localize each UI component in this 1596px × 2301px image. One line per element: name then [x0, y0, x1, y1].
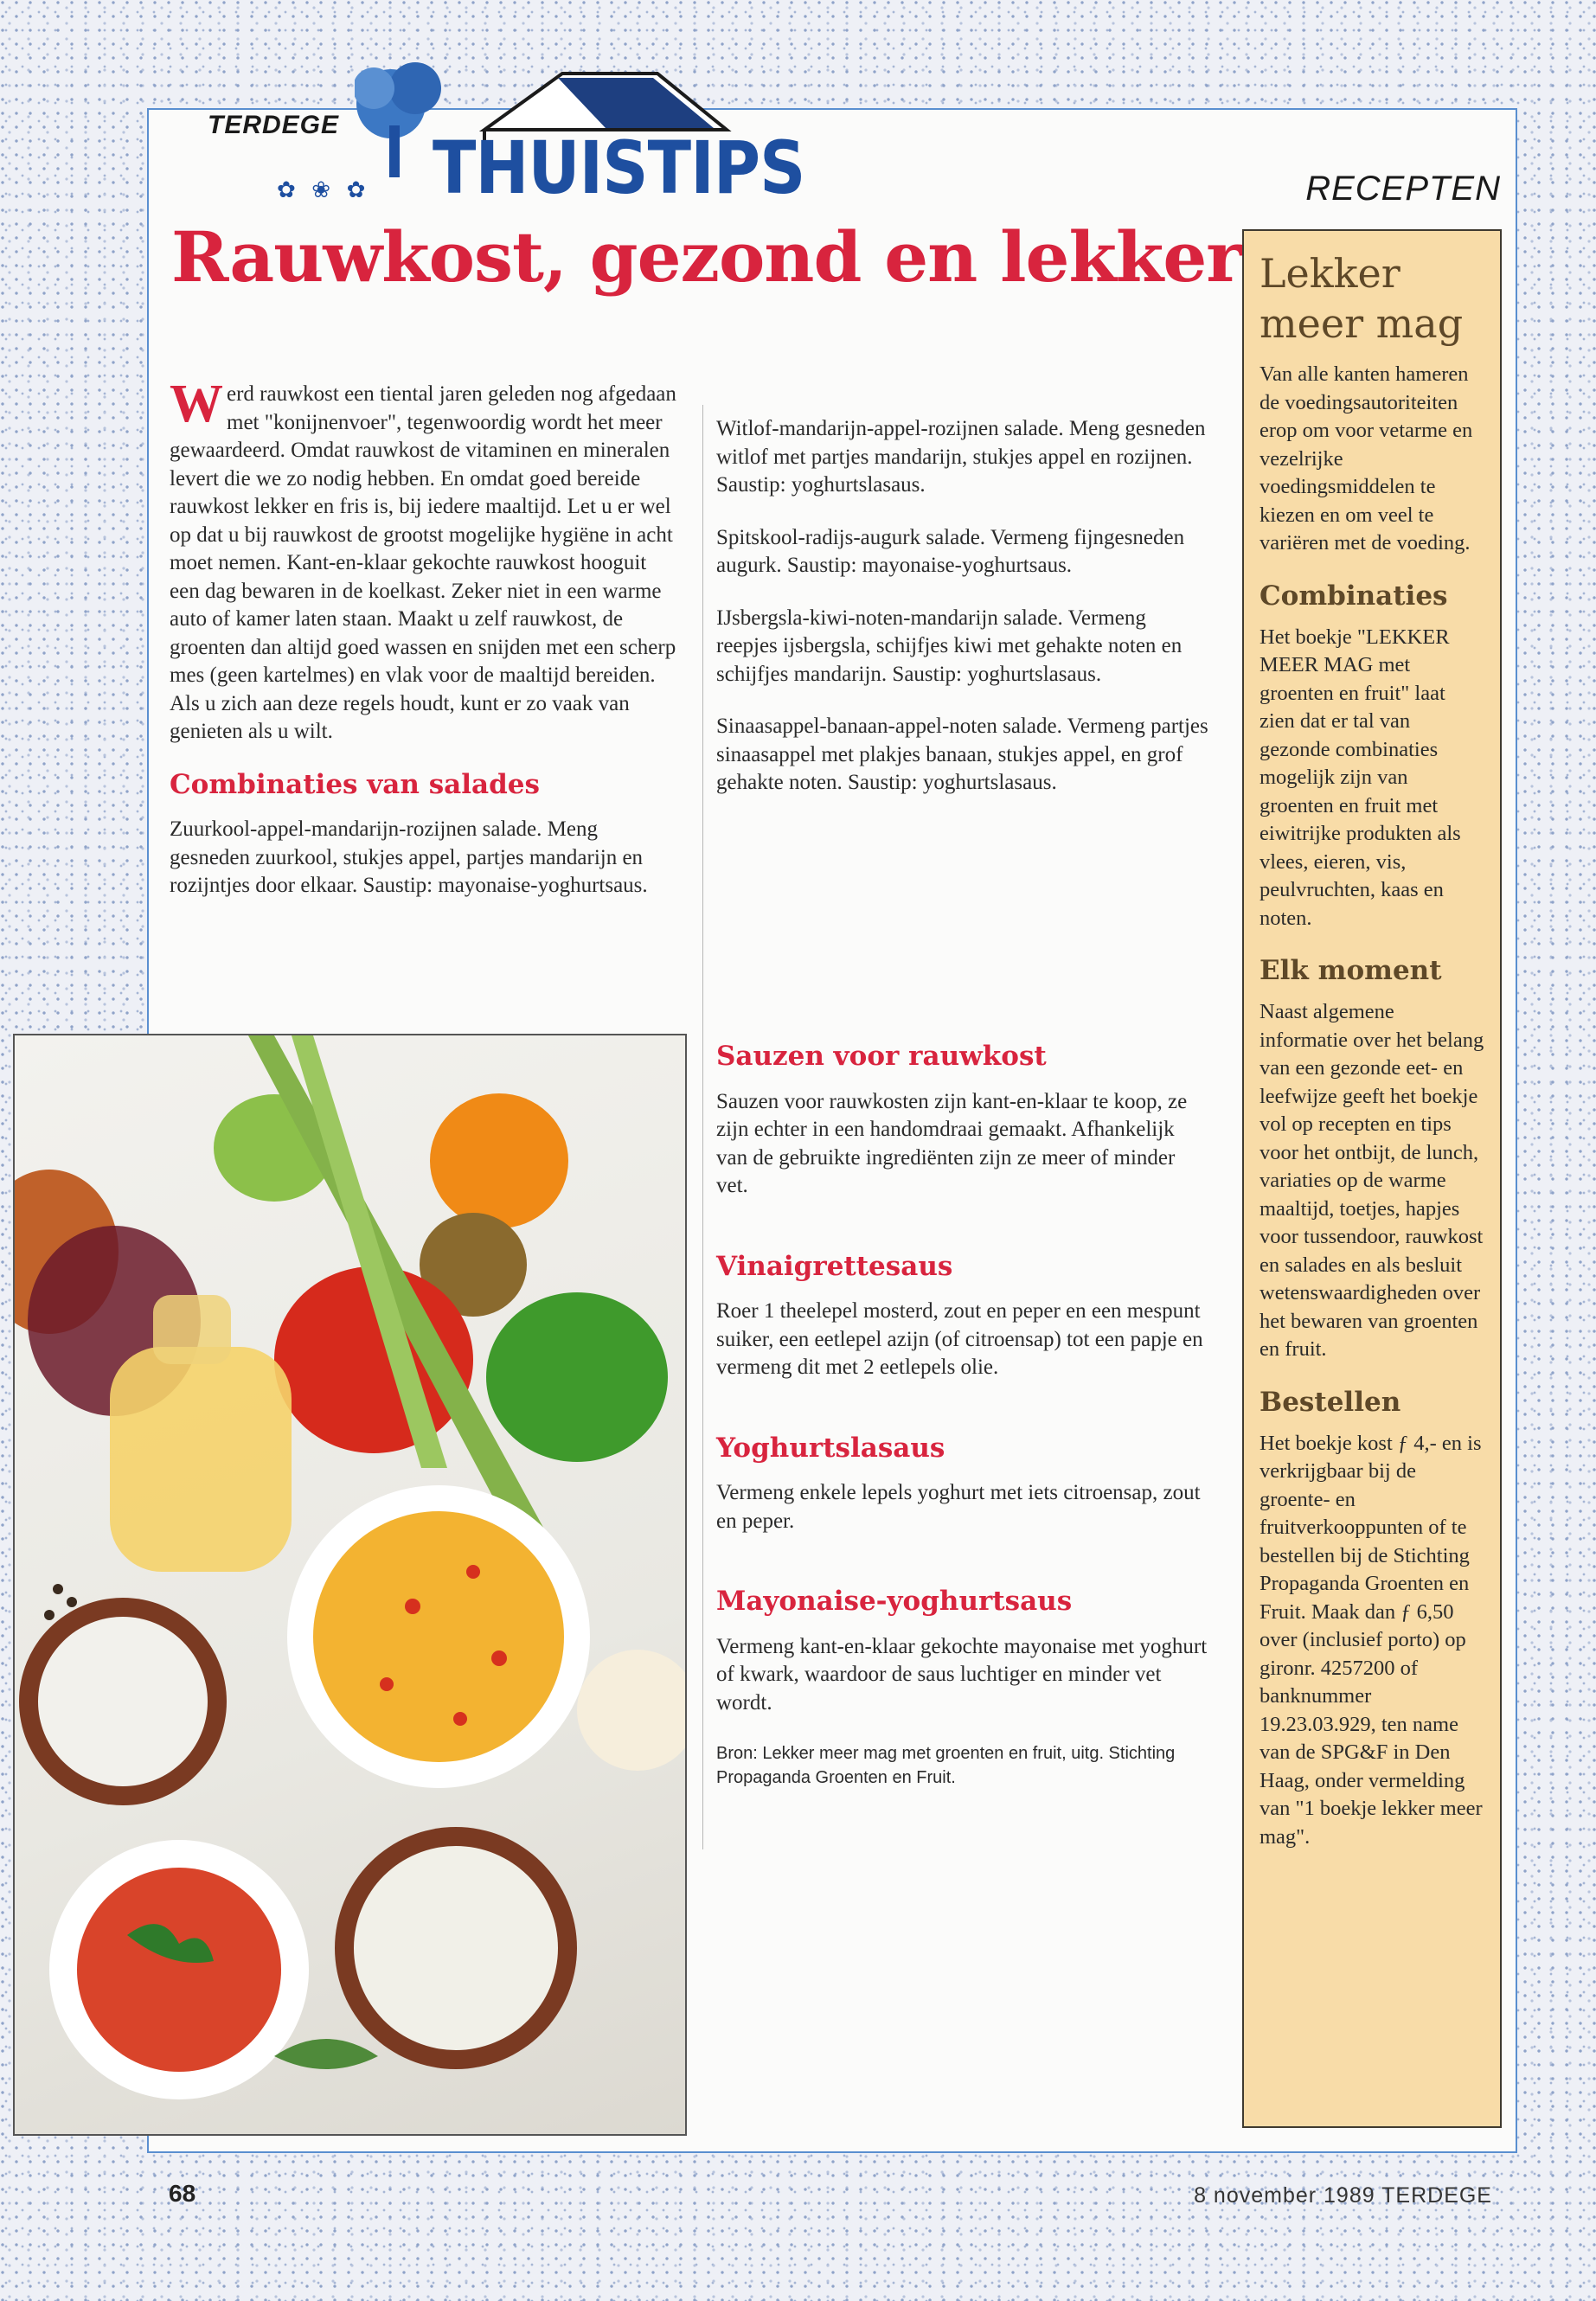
mayo-text: Vermeng kant-en-klaar gekochte mayonaise met yoghurt of kwark, waardoor de saus luchtiger en minder vet wordt.: [716, 1634, 1208, 1715]
flower-ornament-icon: ✿ ❀ ✿: [277, 177, 371, 202]
sidebar-title: [1259, 248, 1484, 349]
vinaigrette-heading: Vinaigrettesaus: [716, 1250, 953, 1282]
sidebar-combinaties-text: Het boekje "LEKKER MEER MAG met groenten en fruit" laat zien dat er tal van gezonde combinaties mogelijk zijn van groenten en fruit met eiwitrijke produkten als vlees, eieren, vis, peulvruchten, kaas en noten.: [1259, 625, 1461, 930]
article-column-2: [716, 415, 1209, 822]
source-note: Bron: Lekker meer mag met groenten en fruit, uitg. Stichting Propaganda Groenten en Fruit.: [716, 1744, 1176, 1787]
intro-paragraph: [170, 375, 680, 747]
yoghurt-heading: Yoghurtslasaus: [716, 1432, 945, 1464]
sidebar-title-line-1: Lekker: [1259, 250, 1401, 297]
column-divider: [702, 405, 703, 1849]
publication-name: TERDEGE: [208, 111, 340, 139]
combinaties-heading: Combinaties van salades: [170, 768, 540, 800]
drop-cap: W: [170, 375, 223, 433]
yoghurt-text: Vermeng enkele lepels yoghurt met iets citroensap, zout en peper.: [716, 1481, 1201, 1533]
vegetables-photo: [13, 1034, 687, 2136]
salade-item: IJsbergsla-kiwi-noten-mandarijn salade. Vermeng reepjes ijsbergsla, schijfjes kiwi met gehakte noten en schijfjes mandarijn. Saustip: yoghurtslasaus.: [716, 606, 1183, 686]
article-column-1: [170, 375, 680, 925]
section-label: RECEPTEN: [1305, 170, 1501, 208]
intro-text: erd rauwkost een tiental jaren geleden nog afgedaan met "konijnenvoer", tegenwoordig wordt het meer gewaardeerd. Omdat rauwkost de vitaminen en mineralen levert die we zo nodig hebben. En omdat goed bereide rauwkost lekker en fris is, bij iedere maaltijd. Let u er wel op dat u bij rauwkost de grootst mogelijke hygiëne in acht moet nemen. Kant-en-klaar gekochte rauwkost hooguit een dag bewaren in de koelkast. Zeker niet in een warme auto of kamer laten staan. Maakt u zelf rauwkost, de groenten dan altijd goed wassen en snijden met een scherp mes (geen kartelmes) en vlak voor de maaltijd bereiden. Als u zich aan deze regels houdt, kunt er zo vaak van genieten als u wilt.: [170, 382, 676, 743]
sidebar-title-line-2: meer mag: [1259, 300, 1464, 347]
mayo-heading: Mayonaise-yoghurtsaus: [716, 1586, 1073, 1617]
page-number: 68: [169, 2180, 196, 2207]
salade-item: Witlof-mandarijn-appel-rozijnen salade. Meng gesneden witlof met partjes mandarijn, stukjes appel en rozijnen. Saustip: yoghurtslasaus.: [716, 417, 1206, 497]
vinaigrette-text: Roer 1 theelepel mosterd, zout en peper en een mespunt suiker, een eetlepel azijn (of citroensap) tot een papje en vermeng dit met 2 eetlepels olie.: [716, 1299, 1203, 1379]
series-title: THUISTIPS: [433, 125, 805, 210]
sidebar-moment-text: Naast algemene informatie over het belang van een gezonde eet- en leefwijze geeft het boekje vol op recepten en tips voor het ontbijt, de lunch, variaties op de warme maaltijd, toetjes, hapjes voor tussendoor, rauwkost en salades en als besluit wetenswaardigheden over het bewaren van groenten en fruit.: [1259, 1000, 1484, 1361]
vegetables-illustration: [15, 1035, 685, 2134]
sidebar-bestellen-text: Het boekje kost ƒ 4,- en is verkrijgbaar bij de groente- en fruitverkooppunten of te bestellen bij de Stichting Propaganda Groenten en Fruit. Maak dan ƒ 6,50 over (inclusief porto) op gironr. 4257200 of banknummer 19.23.03.929, ten name van de SPG&F in Den Haag, onder vermelding van "1 boekje lekker meer mag".: [1259, 1431, 1483, 1849]
page-title: Rauwkost, gezond en lekker: [171, 216, 1242, 298]
sidebar-bestellen-heading: Bestellen: [1259, 1386, 1401, 1418]
salade-item: Spitskool-radijs-augurk salade. Vermeng fijngesneden augurk. Saustip: mayonaise-yoghurtsaus.: [716, 525, 1185, 577]
sidebar-box: [1242, 229, 1502, 2128]
footer-date: 8 november 1989 TERDEGE: [1194, 2183, 1492, 2208]
sauzen-heading: Sauzen voor rauwkost: [716, 1041, 1047, 1072]
sidebar-moment-heading: Elk moment: [1259, 955, 1442, 986]
sauzen-text: Sauzen voor rauwkosten zijn kant-en-klaar te koop, ze zijn echter in een handomdraai gemaakt. Afhankelijk van de gebruikte ingrediënten zijn ze meer of minder vet.: [716, 1089, 1188, 1197]
sidebar-combinaties-heading: Combinaties: [1259, 580, 1448, 612]
salade-item: Zuurkool-appel-mandarijn-rozijnen salade. Meng gesneden zuurkool, stukjes appel, partjes mandarijn en rozijntjes door elkaar. Saustip: mayonaise-yoghurtsaus.: [170, 817, 648, 897]
salade-item: Sinaasappel-banaan-appel-noten salade. Vermeng partjes sinaasappel met plakjes banaan, stukjes appel, en grof gehakte noten. Saustip: yoghurtslasaus.: [716, 715, 1208, 794]
sidebar-intro: Van alle kanten hameren de voedingsautoriteiten erop om voor vetarme en vezelrijke voedingsmiddelen te kiezen en om veel te variëren met de voeding.: [1259, 362, 1473, 554]
sauces-section: [716, 1042, 1209, 1814]
